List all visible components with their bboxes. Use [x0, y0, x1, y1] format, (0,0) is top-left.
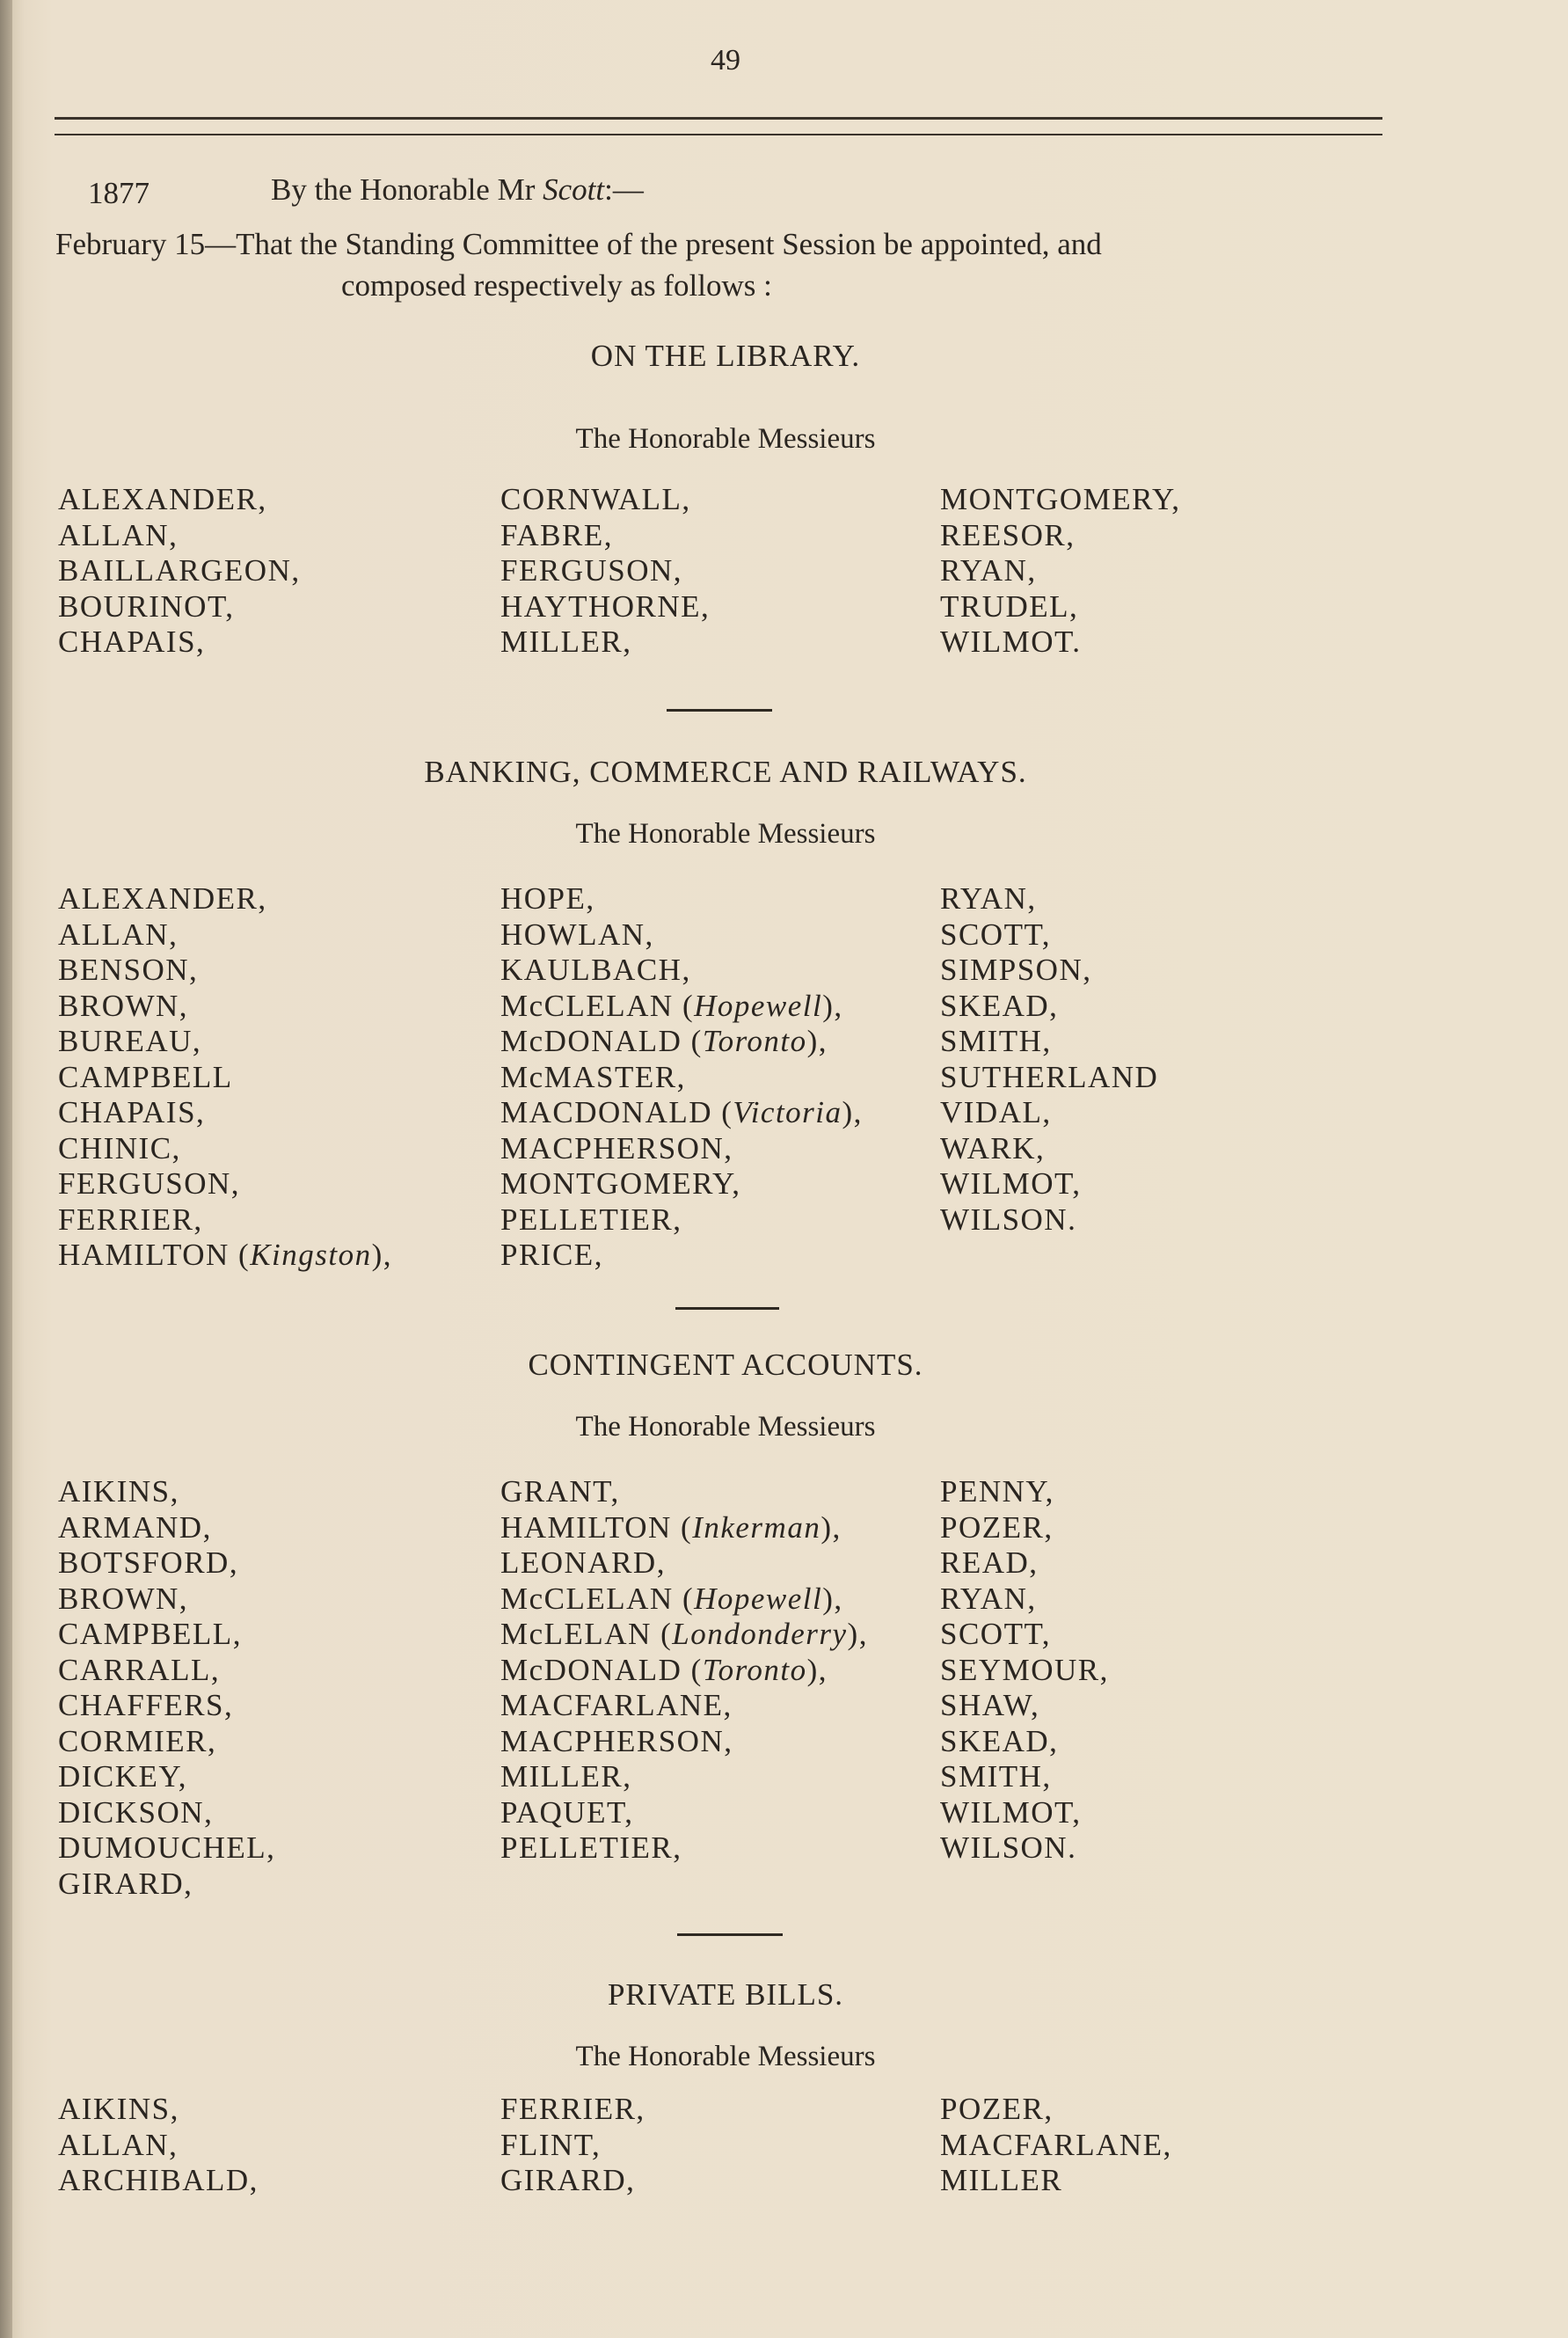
- member-name: SHAW,: [940, 1688, 1040, 1722]
- member-name: CORMIER,: [58, 1723, 217, 1758]
- member-name: FLINT,: [500, 2127, 602, 2162]
- member-name: ARCHIBALD,: [58, 2163, 259, 2197]
- section-subtitle-library: The Honorable Messieurs: [575, 423, 876, 455]
- section-subtitle-banking: The Honorable Messieurs: [575, 818, 876, 850]
- member-column-2: [500, 2092, 645, 2199]
- member-name: PELLETIER,: [500, 1202, 682, 1237]
- member-name: ALEXANDER,: [58, 881, 267, 916]
- member-name: ALLAN,: [58, 2127, 179, 2162]
- mover-name: Scott: [543, 172, 605, 207]
- member-name: PRICE,: [500, 1238, 603, 1272]
- mover-suffix: :—: [604, 172, 644, 207]
- member-name: CAMPBELL: [58, 1059, 233, 1094]
- member-column-3: [940, 482, 1181, 661]
- member-name: ALLAN,: [58, 517, 179, 552]
- member-name: RYAN,: [940, 881, 1037, 916]
- section-separator: [677, 1933, 783, 1936]
- member-name: SCOTT,: [940, 917, 1051, 952]
- member-name: REESOR,: [940, 517, 1076, 552]
- member-name: SMITH,: [940, 1024, 1052, 1058]
- section-title-contingent: CONTINGENT ACCOUNTS.: [528, 1348, 923, 1382]
- member-name: WILMOT.: [940, 625, 1082, 659]
- member-name: SKEAD,: [940, 1723, 1059, 1758]
- member-name: DUMOUCHEL,: [58, 1830, 276, 1865]
- member-name: FERGUSON,: [58, 1166, 241, 1201]
- member-name: FERRIER,: [500, 2092, 645, 2126]
- member-name: PAQUET,: [500, 1794, 634, 1830]
- member-name: WARK,: [940, 1130, 1046, 1165]
- member-column-3: [940, 1474, 1109, 1867]
- member-column-2: [500, 881, 863, 1274]
- member-name: HOPE,: [500, 881, 595, 916]
- member-name: DICKSON,: [58, 1794, 214, 1830]
- member-name: WILMOT,: [940, 1794, 1082, 1830]
- member-name: McCLELAN (Hopewell),: [500, 1581, 843, 1616]
- member-column-1: [58, 2092, 259, 2199]
- section-subtitle-contingent: The Honorable Messieurs: [575, 1411, 876, 1443]
- member-name: BAILLARGEON,: [58, 553, 301, 588]
- mover-line: [271, 172, 644, 208]
- member-name: BROWN,: [58, 988, 189, 1023]
- member-name: READ,: [940, 1545, 1039, 1580]
- motion-line-2: composed respectively as follows :: [341, 268, 772, 303]
- member-name: ALLAN,: [58, 917, 179, 952]
- header-rule-top: [55, 117, 1382, 120]
- member-column-1: [58, 1474, 275, 1902]
- member-name: BUREAU,: [58, 1024, 202, 1058]
- member-column-1: [58, 881, 392, 1274]
- section-separator: [667, 709, 772, 712]
- member-name: CARRALL,: [58, 1652, 221, 1687]
- member-name: McCLELAN (Hopewell),: [500, 988, 843, 1023]
- member-name: SEYMOUR,: [940, 1652, 1109, 1687]
- member-name: CHAPAIS,: [58, 625, 206, 659]
- member-name: CHAFFERS,: [58, 1688, 234, 1722]
- member-column-2: [500, 482, 710, 661]
- member-name: WILSON.: [940, 1830, 1077, 1865]
- member-name: MACPHERSON,: [500, 1723, 733, 1758]
- member-name: RYAN,: [940, 1581, 1037, 1616]
- member-name: SCOTT,: [940, 1617, 1051, 1651]
- section-title-private-bills: PRIVATE BILLS.: [607, 1977, 844, 2012]
- member-name: WILSON.: [940, 1202, 1077, 1237]
- member-name: MILLER,: [500, 1759, 632, 1794]
- member-name: POZER,: [940, 2092, 1054, 2126]
- member-name: MILLER: [940, 2163, 1063, 2197]
- member-name: HAMILTON (Inkerman),: [500, 1509, 842, 1545]
- member-name: MONTGOMERY,: [940, 482, 1181, 516]
- member-column-2: [500, 1474, 868, 1867]
- member-name: WILMOT,: [940, 1166, 1082, 1201]
- member-name: BENSON,: [58, 953, 199, 987]
- member-name: ALEXANDER,: [58, 482, 267, 516]
- member-name: HAMILTON (Kingston),: [58, 1238, 393, 1272]
- member-name: ARMAND,: [58, 1509, 212, 1545]
- section-separator: [675, 1307, 779, 1310]
- member-name: MACDONALD (Victoria),: [500, 1095, 863, 1129]
- member-name: PENNY,: [940, 1474, 1054, 1509]
- member-name: McLELAN (Londonderry),: [500, 1617, 868, 1651]
- member-name: POZER,: [940, 1509, 1054, 1545]
- member-column-3: [940, 881, 1158, 1238]
- member-name: VIDAL,: [940, 1095, 1052, 1129]
- member-name: McDONALD (Toronto),: [500, 1652, 828, 1687]
- member-name: SUTHERLAND: [940, 1059, 1159, 1094]
- section-title-banking: BANKING, COMMERCE AND RAILWAYS.: [424, 755, 1027, 789]
- member-name: CHINIC,: [58, 1130, 181, 1165]
- member-name: SIMPSON,: [940, 953, 1092, 987]
- member-name: FERRIER,: [58, 1202, 203, 1237]
- member-name: SKEAD,: [940, 988, 1059, 1023]
- member-name: FABRE,: [500, 517, 613, 552]
- member-name: RYAN,: [940, 553, 1037, 588]
- member-name: CORNWALL,: [500, 482, 691, 516]
- page-number: 49: [711, 44, 740, 77]
- section-subtitle-private-bills: The Honorable Messieurs: [575, 2041, 876, 2072]
- member-name: FERGUSON,: [500, 553, 683, 588]
- member-name: MILLER,: [500, 625, 632, 659]
- header-rule-bottom: [55, 134, 1382, 135]
- member-name: McMASTER,: [500, 1059, 686, 1094]
- member-name: MONTGOMERY,: [500, 1166, 741, 1201]
- member-name: AIKINS,: [58, 1474, 179, 1509]
- member-name: TRUDEL,: [940, 588, 1079, 624]
- member-name: BOURINOT,: [58, 588, 235, 624]
- member-name: HAYTHORNE,: [500, 588, 711, 624]
- member-name: HOWLAN,: [500, 917, 654, 952]
- member-column-1: [58, 482, 301, 661]
- member-name: DICKEY,: [58, 1759, 187, 1794]
- member-name: GIRARD,: [500, 2163, 636, 2197]
- member-name: PELLETIER,: [500, 1830, 682, 1865]
- member-column-3: [940, 2092, 1172, 2199]
- mover-prefix: By the Honorable Mr: [271, 172, 536, 207]
- member-name: MACFARLANE,: [500, 1688, 733, 1722]
- member-name: KAULBACH,: [500, 953, 691, 987]
- member-name: BOTSFORD,: [58, 1545, 239, 1580]
- member-name: LEONARD,: [500, 1545, 666, 1580]
- member-name: SMITH,: [940, 1759, 1052, 1794]
- year: 1877: [88, 176, 150, 210]
- member-name: GIRARD,: [58, 1866, 193, 1901]
- member-name: GRANT,: [500, 1474, 620, 1509]
- member-name: MACFARLANE,: [940, 2127, 1172, 2162]
- member-name: CHAPAIS,: [58, 1095, 206, 1129]
- member-name: McDONALD (Toronto),: [500, 1024, 828, 1058]
- section-title-library: ON THE LIBRARY.: [590, 339, 861, 373]
- member-name: AIKINS,: [58, 2092, 179, 2126]
- member-name: MACPHERSON,: [500, 1130, 733, 1165]
- motion-line-1: February 15—That the Standing Committee of the present Session be appointed, and: [55, 227, 1102, 261]
- member-name: CAMPBELL,: [58, 1617, 242, 1651]
- member-name: BROWN,: [58, 1581, 189, 1616]
